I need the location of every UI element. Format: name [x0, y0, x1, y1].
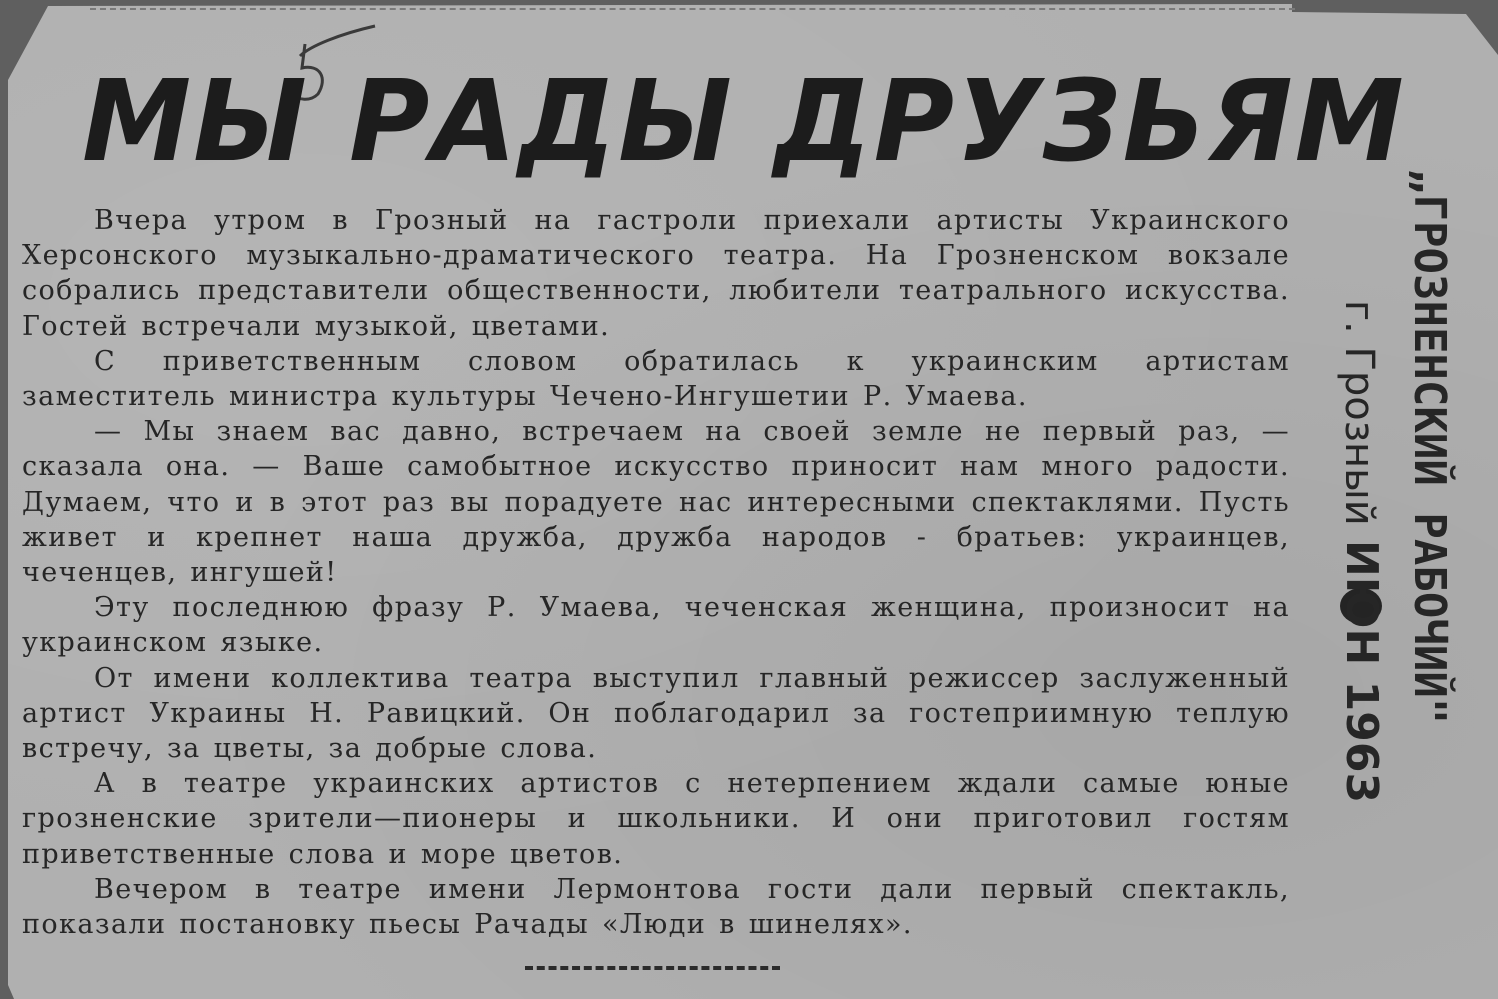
paragraph: От имени коллектива театра выступил главный режиссер заслуженный артист Украины Н. Равицкий. Он поблагодарил за гостеприимную теплую встречу, за цветы, за добрые слова.	[22, 662, 1290, 765]
paragraph: Вечером в театре имени Лермонтова гости дали первый спектакль, показали постановку пьесы Рачады «Люди в шинелях».	[22, 873, 1290, 941]
paragraph: А в театре украинских артистов с нетерпением ждали самые юные грозненские зрители—пионеры и школьники. И они приготовил гостям приветственные слова и море цветов.	[22, 768, 1290, 870]
stamp-date: ИЮН 1963	[1336, 540, 1387, 804]
paragraph: Вчера утром в Грозный на гастроли приехали артисты Украинского Херсонского музыкально-драматического театра. На Грозненском вокзале собрались представители общественности, любители театрального искусства. Гостей встречали музыкой, цветами.	[22, 205, 1290, 342]
paragraph: Эту последнюю фразу Р. Умаева, чеченская женщина, произносит на украинском языке.	[22, 592, 1290, 659]
headline: МЫ РАДЫ ДРУЗЬЯМ	[82, 57, 1406, 187]
stamp-newspaper-name: „ГРОЗНЕНСКИЙ РАБОЧИЙ"	[1404, 168, 1455, 725]
paragraph: С приветственным словом обратилась к украинским артистам заместитель министра культуры Чечено-Ингушетии Р. Умаева.	[22, 345, 1290, 413]
paragraph: — Мы знаем вас давно, встречаем на своей земле не первый раз, — сказала она. — Ваше самобытное искусство приносит нам много радости. Думаем, что и в этот раз вы порадуете нас интересными спектаклями. Пусть живет и крепнет наша дружба, дружба народов - братьев: украинцев, чеченцев, ингушей!	[22, 416, 1290, 589]
clipping-top-edge	[90, 8, 1295, 10]
stamp-city: г. Грозный	[1336, 300, 1382, 526]
end-of-article-rule	[525, 966, 780, 970]
article-body	[22, 203, 1290, 942]
